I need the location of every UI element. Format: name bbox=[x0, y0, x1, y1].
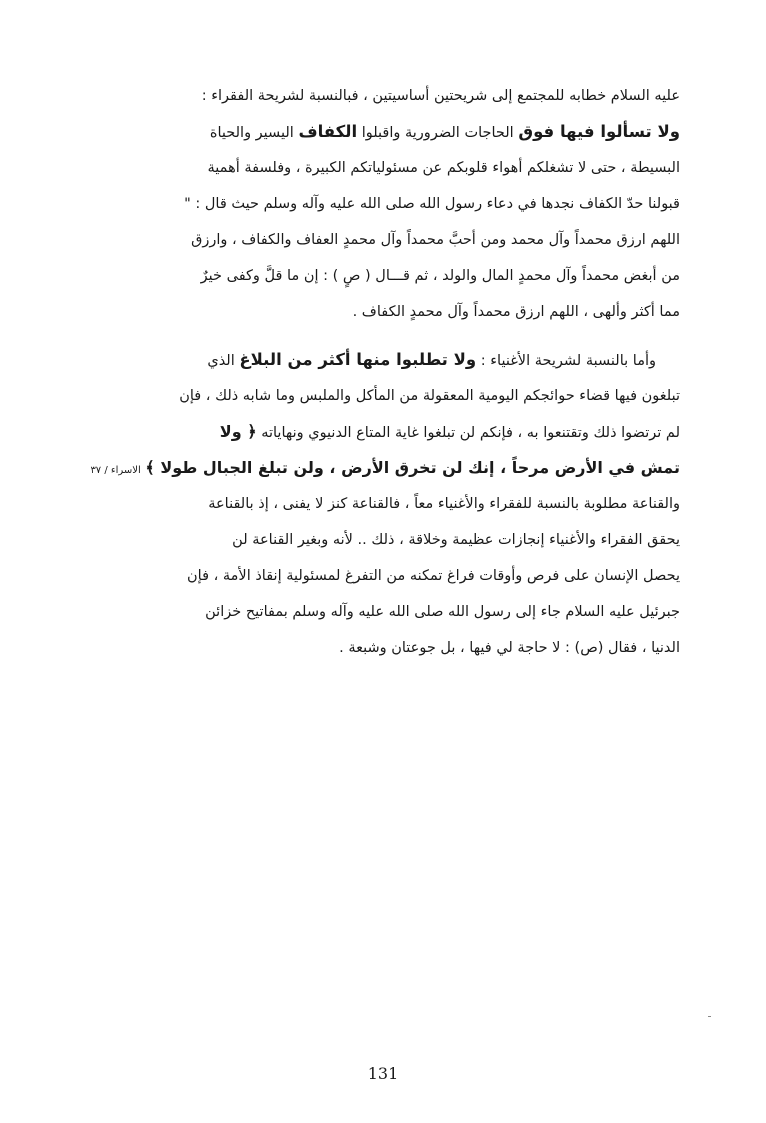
quran-verse: تمش في الأرض مرحاً ، إنك لن تخرق الأرض ، ولن تبلغ الجبال طولا ﴾ bbox=[145, 458, 680, 477]
page-number: 131 bbox=[367, 1064, 399, 1083]
text-line: من أبغض محمداً وآل محمدٍ المال والولد ، ثم قـــال ( صٍ ) : إن ما قلَّ وكفى خيرٌ bbox=[200, 268, 680, 284]
paragraph-2 bbox=[70, 342, 680, 666]
text-line: قبولنا حدّ الكفاف نجدها في دعاء رسول الله صلى الله عليه وآله وسلم حيث قال : " bbox=[184, 196, 680, 212]
text-line: عليه السلام خطابه للمجتمع إلى شريحتين أساسيتين ، فبالنسبة لشريحة الفقراء : bbox=[201, 88, 680, 104]
emphasis-word: الكفاف bbox=[298, 122, 358, 141]
text-line bbox=[70, 450, 680, 486]
text-line: والقناعة مطلوبة بالنسبة للفقراء والأغنياء معاً ، فالقناعة كنز لا يفنى ، إذ بالقناعة bbox=[208, 496, 680, 512]
page-body bbox=[70, 78, 680, 666]
emphasis-phrase: ولا تطلبوا منها أكثر من البلاغ bbox=[239, 350, 477, 369]
text-line: جبرئيل عليه السلام جاء إلى رسول الله صلى الله عليه وآله وسلم بمفاتيح خزائن bbox=[205, 604, 680, 620]
quran-verse-start: ﴿ ولا bbox=[219, 422, 257, 441]
text-line bbox=[70, 414, 680, 450]
text-line: يحقق الفقراء والأغنياء إنجازات عظيمة وخلاقة ، ذلك .. لأنه وبغير القناعة لن bbox=[232, 532, 680, 548]
verse-reference: الاسراء / ٣٧ bbox=[90, 465, 141, 476]
text-fragment: الحاجات الضرورية واقبلوا bbox=[357, 125, 519, 141]
paragraph-1 bbox=[70, 78, 680, 330]
text-line: تبلغون فيها قضاء حوائجكم اليومية المعقولة من المأكل والملبس وما شابه ذلك ، فإن bbox=[179, 388, 680, 404]
text-fragment: الذي bbox=[207, 353, 240, 369]
text-fragment: وأما بالنسبة لشريحة الأغنياء : bbox=[476, 353, 656, 369]
scan-speck bbox=[708, 1016, 711, 1017]
text-line: مما أكثر وألهى ، اللهم ارزق محمداً وآل محمدٍ الكفاف . bbox=[352, 304, 680, 320]
text-line: البسيطة ، حتى لا تشغلكم أهواء قلوبكم عن مسئولياتكم الكبيرة ، وفلسفة أهمية bbox=[207, 160, 680, 176]
text-fragment: اليسير والحياة bbox=[209, 125, 299, 141]
text-line: اللهم ارزق محمداً وآل محمد ومن أحبَّ محمداً وآل محمدٍ العفاف والكفاف ، وارزق bbox=[191, 232, 680, 248]
text-fragment: لم ترتضوا ذلك وتقتنعوا به ، فإنكم لن تبلغوا غاية المتاع الدنيوي ونهاياته bbox=[256, 425, 680, 441]
text-line: يحصل الإنسان على فرص وأوقات فراغ تمكنه من التفرغ لمسئولية إنقاذ الأمة ، فإن bbox=[187, 568, 680, 584]
text-line: الدنيا ، فقال (ص) : لا حاجة لي فيها ، بل جوعتان وشبعة . bbox=[339, 640, 680, 656]
paragraph-gap bbox=[70, 330, 680, 342]
text-line bbox=[70, 114, 680, 150]
text-line bbox=[70, 342, 680, 378]
emphasis-phrase: ولا تسألوا فيها فوق bbox=[518, 122, 680, 141]
